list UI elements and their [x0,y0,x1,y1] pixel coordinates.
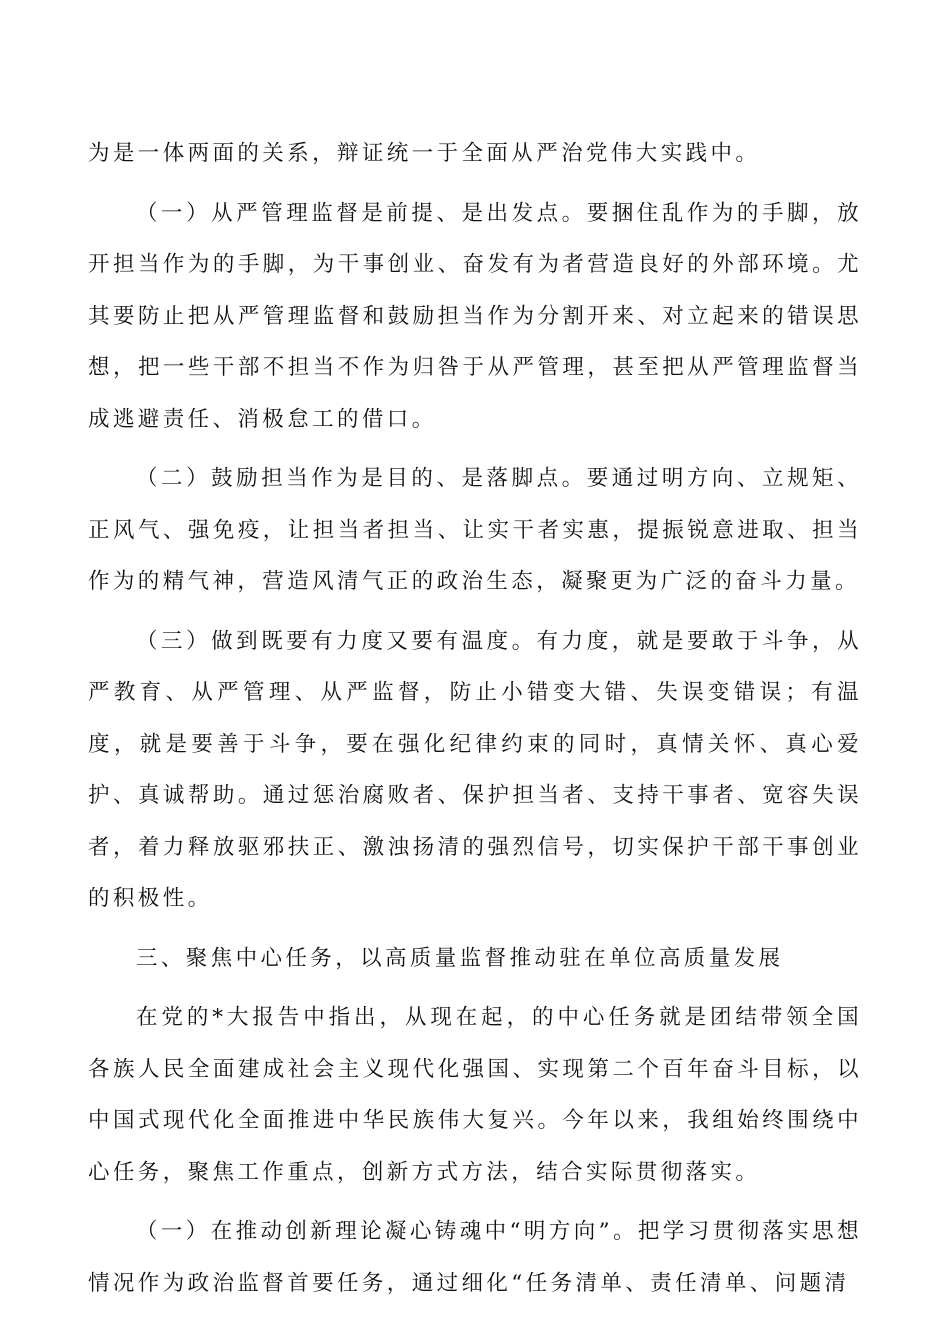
section-heading-3: 三、聚焦中心任务，以高质量监督推动驻在单位高质量发展 [136,945,784,971]
paragraph-section-1-item-1: （一）从严管理监督是前提、是出发点。要捆住乱作为的手脚，放开担当作为的手脚，为干事创业、奋发有为者营造良好的外部环境。尤其要防止把从严管理监督和鼓励担当作为分割开来、对立起来的错误思想，把一些干部不担当不作为归咎于从严管理，甚至把从严管理监督当成逃避责任、消极怠工的借口。 [88,200,862,432]
paragraph-continuation: 为是一体两面的关系，辩证统一于全面从严治党伟大实践中。 [88,141,761,166]
paragraph-section-1-item-3: （三）做到既要有力度又要有温度。有力度，就是要敢于斗争，从严教育、从严管理、从严监督，防止小错变大错、失误变错误；有温度，就是要善于斗争，要在强化纪律约束的同时，真情关怀、真心爱护、真诚帮助。通过惩治腐败者、保护担当者、支持干事者、宽容失误者，着力释放驱邪扶正、激浊扬清的强烈信号，切实保护干部干事创业的积极性。 [88,628,862,911]
paragraph-section-3-item-1: （一）在推动创新理论凝心铸魂中“明方向”。把学习贯彻落实思想情况作为政治监督首要任务，通过细化“任务清单、责任清单、问题清 [88,1219,862,1296]
paragraph-section-1-item-2: （二）鼓励担当作为是目的、是落脚点。要通过明方向、立规矩、正风气、强免疫，让担当者担当、让实干者实惠，提振锐意进取、担当作为的精气神，营造风清气正的政治生态，凝聚更为广泛的奋斗力量。 [88,466,862,594]
paragraph-section-3-intro: 在党的*大报告中指出，从现在起，的中心任务就是团结带领全国各族人民全面建成社会主义现代化强国、实现第二个百年奋斗目标，以中国式现代化全面推进中华民族伟大复兴。今年以来，我组始终围绕中心任务，聚焦工作重点，创新方式方法，结合实际贯彻落实。 [88,1005,862,1185]
document-body [88,128,862,1317]
